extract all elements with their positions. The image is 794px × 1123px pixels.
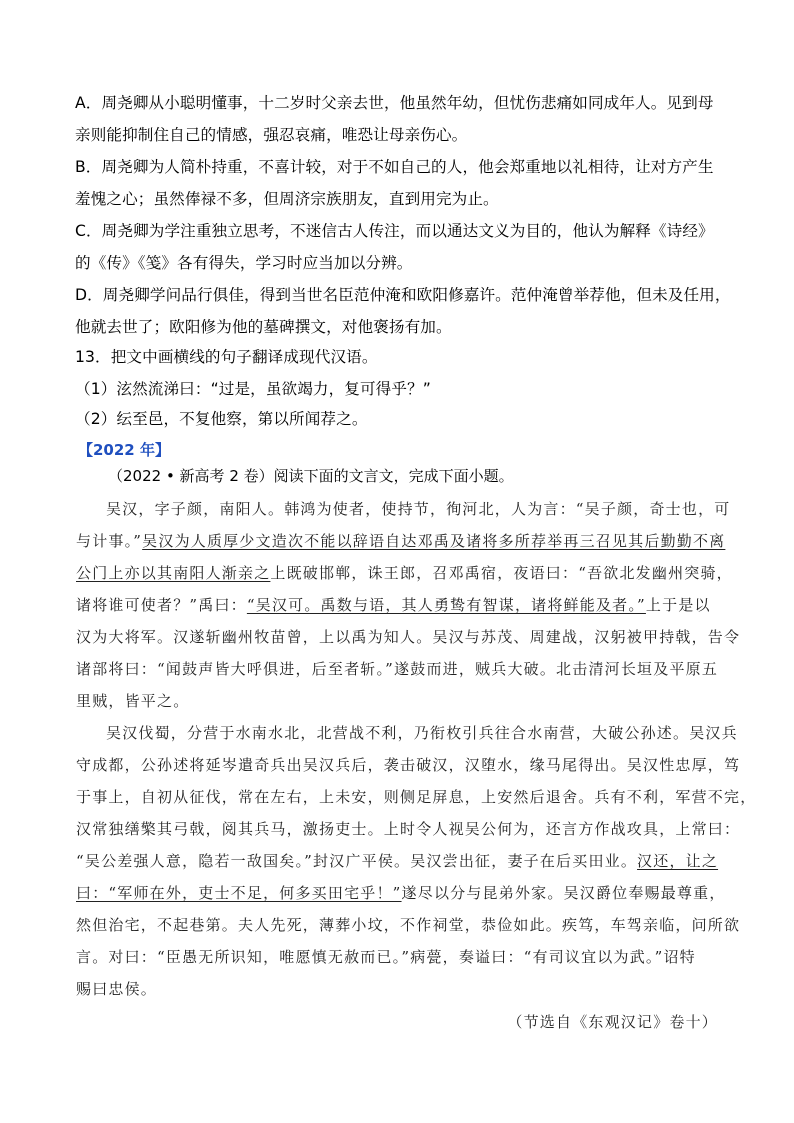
p2-underlined-sentence-1-cont: 曰：“军师在外，吏士不足，何多买田宅乎！” xyxy=(76,884,402,902)
p2-line-4: 汉常独缮檠其弓戟，阅其兵马，激扬吏士。上时令人视吴公何为，还言方作战攻具，上常曰： xyxy=(76,820,741,838)
p1-underlined-sentence-1-cont: 公门上亦以其南阳人渐亲之 xyxy=(76,564,271,582)
p1-underlined-sentence-2: “吴汉可。禹数与语，其人勇鸷有智谋，诸将鲜能及者。” xyxy=(246,596,646,614)
year-heading: 【2022 年】 xyxy=(78,441,170,459)
p1-line-2-text: 与计事。” xyxy=(76,532,143,550)
p2-line-2: 守成都，公孙述将延岑遣奇兵出吴汉兵后，袭击破汉，汉堕水，缘马尾得出。吴汉性忠厚，笃 xyxy=(76,756,741,774)
p1-line-5: 汉为大将军。汉遂斩幽州牧苗曾，上以禹为知人。吴汉与苏茂、周建战，汉躬被甲持戟，告令 xyxy=(76,628,741,646)
p2-underlined-sentence-1: 汉还，让之 xyxy=(637,852,719,870)
question-13-sentence-2: （2）纭至邑，不复他察，第以所闻荐之。 xyxy=(75,410,368,428)
question-13-sentence-1: （1）泫然流涕曰：“过是，虽欲竭力，复可得乎？” xyxy=(75,380,431,398)
p2-line-8: 言。对曰：“臣愚无所识知，唯愿慎无赦而已。”病甍，奏谥曰：“有司议宜以为武。”诏特 xyxy=(76,948,696,966)
option-d-line-1: D．周尧卿学问品行俱佳，得到当世名臣范仲淹和欧阳修嘉许。范仲淹曾举荐他，但未及任用， xyxy=(75,286,731,304)
p1-underlined-sentence-1: 吴汉为人质厚少文造次不能以辞语自达邓禹及诸将多所荐举再三召见其后勤勤不离 xyxy=(142,532,726,550)
option-b-line-2: 羞愧之心；虽然俸禄不多，但周济宗族朋友，直到用完为止。 xyxy=(75,190,499,208)
p1-line-4-text-a: 诸将谁可使者？”禹曰： xyxy=(76,596,247,614)
p2-line-7: 然但治宅，不起巷第。夫人先死，薄葬小坟，不作祠堂，恭俭如此。疾笃，车驾亲临，问所欲 xyxy=(76,916,741,934)
p2-line-6-text: 遂尽以分与昆弟外家。吴汉爵位奉赐最尊重， xyxy=(401,884,726,902)
question-13-prompt: 13．把文中画横线的句子翻译成现代汉语。 xyxy=(75,348,378,366)
p2-line-5-text: “吴公差强人意，隐若一敌国矣。”封汉广平侯。吴汉尝出征，妻子在后买田业。 xyxy=(76,852,638,870)
option-a-line-2: 亲则能抑制住自己的情感，强忍哀痛，唯恐让母亲伤心。 xyxy=(75,126,468,144)
p1-line-7: 里贼，皆平之。 xyxy=(76,692,190,710)
p1-line-4-text-b: 上于是以 xyxy=(645,596,711,614)
option-b-line-1: B．周尧卿为人简朴持重，不喜计较，对于不如自己的人，他会郑重地以礼相待，让对方产生 xyxy=(75,158,714,176)
p1-line-2 xyxy=(76,534,725,549)
option-c-line-1: C．周尧卿为学注重独立思考，不迷信古人传注，而以通达文义为目的，他认为解释《诗经》 xyxy=(75,222,714,240)
option-d-line-2: 他就去世了；欧阳修为他的墓碑撰文，对他褒扬有加。 xyxy=(75,318,452,336)
option-a-line-1: A．周尧卿从小聪明懂事，十二岁时父亲去世，他虽然年幼，但忧伤悲痛如同成年人。见到母 xyxy=(75,94,714,112)
p2-line-1: 吴汉伐蜀，分营于水南水北，北营战不利，乃衔枚引兵往合水南营，大破公孙述。吴汉兵 xyxy=(106,724,738,742)
p1-line-3-text: 上既破邯郸，诛王郎，召邓禹宿，夜语曰：“吾欲北发幽州突骑， xyxy=(270,564,733,582)
p2-line-5 xyxy=(76,854,718,869)
p1-line-6: 诸部将曰：“闻鼓声皆大呼俱进，后至者斩。”遂鼓而进，贼兵大破。北击清河长垣及平原五 xyxy=(76,660,719,678)
passage-intro: （2022 • 新高考 2 卷）阅读下面的文言文，完成下面小题。 xyxy=(108,467,514,485)
p1-line-3 xyxy=(76,566,733,581)
p2-line-3: 于事上，自初从征伐，常在左右，上未安，则侧足屏息，上安然后退舍。兵有不利，军营不完， xyxy=(76,788,757,806)
p1-line-4 xyxy=(76,598,711,613)
option-c-line-2: 的《传》《笺》各有得失，学习时应当加以分辨。 xyxy=(75,254,413,272)
p1-line-1: 吴汉，字子颜，南阳人。韩鸿为使者，使持节，徇河北，人为言：“吴子颜，奇士也，可 xyxy=(106,500,731,518)
passage-source: （节选自《东观汉记》卷十） xyxy=(507,1013,718,1031)
p2-line-6 xyxy=(76,886,726,901)
p2-line-9: 赐曰忠侯。 xyxy=(76,980,158,998)
